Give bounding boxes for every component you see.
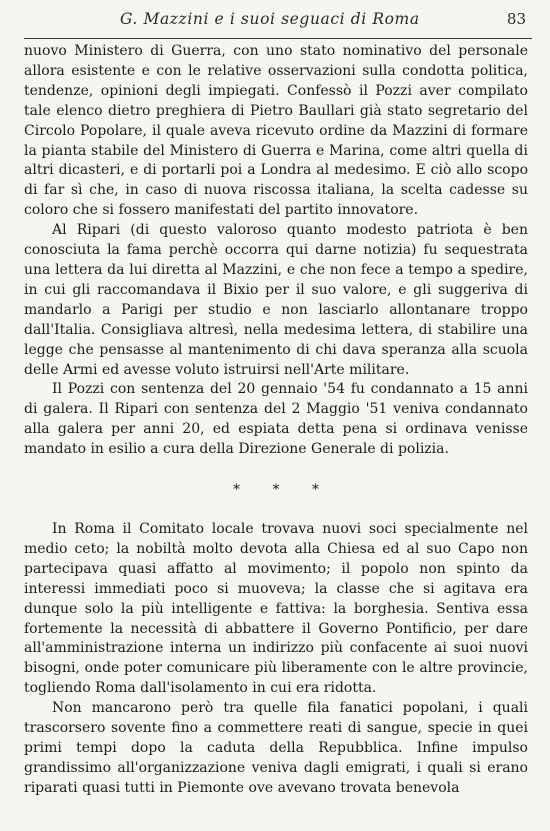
paragraph-continuation: nuovo Ministero di Guerra, con uno stato nominativo del personale allora esistente e con le relative osservazioni sulla condotta politica, tendenze, opinioni degli impiegati. Confessò il Pozzi aver compilato tale elenco dietro preghiera di Pietro Baullari già stato segretario del Circolo Popolare, il quale aveva ricevuto ordine da Mazzini di formare la pianta stabile del Ministero di Guerra e Marina, come altri quella di altri dicasteri, e di portarli poi a Londra al medesimo. E ciò allo scopo di far sì che, in caso di nuova riscossa italiana, la scelta cadesse su coloro che si fossero manifestati del partito innovatore.	[24, 43, 528, 219]
body-text	[24, 42, 528, 799]
paragraph-popolani: Non mancarono però tra quelle fila fanatici popolani, i quali trascorsero sovente fino a commettere reati di sangue, specie in quei primi tempi dopo la caduta della Repubblica. Infine impulso grandissimo all'organizzazione veniva dagli emigrati, i quali si erano riparati quasi tutti in Piemonte ove avevano trovata benevola	[24, 700, 528, 796]
running-title: G. Mazzini e i suoi seguaci di Roma	[120, 10, 420, 28]
page-header	[0, 8, 550, 36]
paragraph-ripari: Al Ripari (di questo valoroso quanto modesto patriota è ben conosciuta la fama perchè occorra qui darne notizia) fu sequestrata una lettera da lui diretta al Mazzini, e che non fece a tempo a spedire, in cui gli raccomandava il Bixio per il suo valore, e gli suggeriva di mandarlo a Parigi per studio e non lasciarlo allontanare troppo dall'Italia. Consigliava altresì, nella medesima lettera, di stabilire una legge che pensasse al mantenimento di chi dava speranza alla scuola delle Armi ed avesse voluto istruirsi nell'Arte militare.	[24, 222, 528, 378]
header-rule	[24, 38, 532, 39]
paragraph-sentences: Il Pozzi con sentenza del 20 gennaio '54 fu condannato a 15 anni di galera. Il Ripari con sentenza del 2 Maggio '51 veniva condannato alla galera per anni 20, ed espiata detta pena si ordinava venisse mandato in esilio a cura della Direzione Generale di polizia.	[24, 381, 528, 458]
page-number: 83	[506, 10, 526, 28]
paragraph-roma-comitato: In Roma il Comitato locale trovava nuovi soci specialmente nel medio ceto; la nobiltà molto devota alla Chiesa ed al suo Capo non partecipava quasi affatto al movimento; il popolo non spinto da interessi immediati poco si muoveva; la classe che si agitava era dunque solo la più intelligente e fattiva: la borghesia. Sentiva essa fortemente la necessità di abbattere il Governo Pontificio, per dare all'amministrazione interna un indirizzo più confacente ai suoi nuovi bisogni, onde poter comunicare più liberamente con le altre provincie, togliendo Roma dall'isolamento in cui era ridotta.	[24, 521, 528, 697]
section-separator: * * *	[233, 482, 333, 499]
